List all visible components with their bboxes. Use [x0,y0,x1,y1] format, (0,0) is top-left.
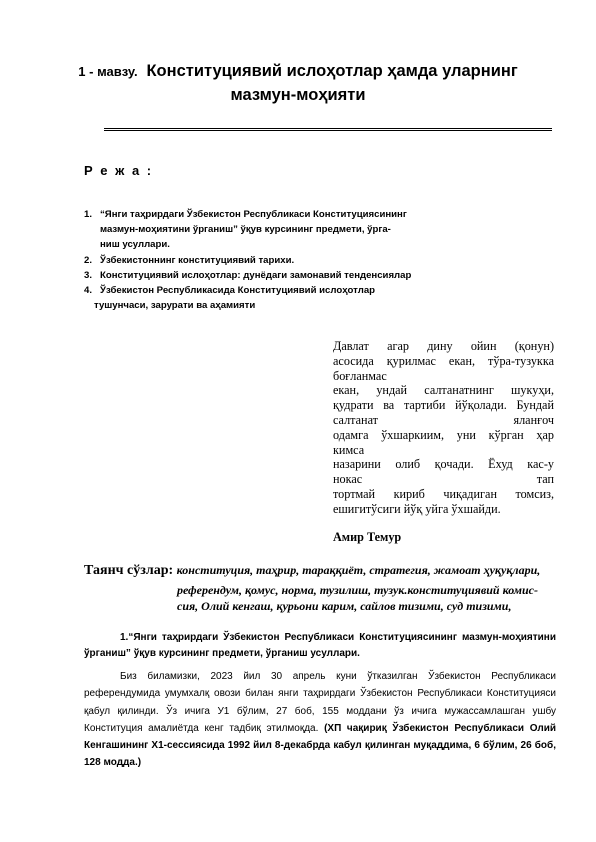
keywords-line-3: сия, Олий кенгаш, қурьони карим, сайлов тизими, суд тизими, [177,599,512,613]
body-paragraph: Биз биламизки, 2023 йил 30 апрель куни ўтказилган Ўзбекистон Республикаси референдумида умумхалқ овози билан янги таҳрирдаги Ўзбекистон Республикаси Конституцияси қабул қилинди. Ўз ичига У1 бўлим, 27 боб, 155 моддани ўз ичига мужассамлашган ушбу Конституция амалиётда кенг тадбиқ этилмоқда. (ХП чақириқ Ўзбекистон Республикаси Олий Кенгашининг Х1-сессиясида 1992 йил 8-декабрда кабул қилинган муқаддима, 6 бўлим, 26 боб, 128 модда.) [84,671,556,769]
topic-number: 1 - мавзу. [78,64,138,79]
keywords-label: Таянч сўзлар: конституция, таҳрир, тараққиёт, стратегия, жамоат ҳуқуқлари, [84,563,541,578]
plan-item-2: 2. Ўзбекистоннинг конституциявий тарихи. [84,254,295,266]
plan-item-1-cont: мазмун-моҳиятини ўрганиш” ўқув курсининг предмети, ўрга- [100,224,391,236]
title-line-2: мазмун-моҳияти [230,86,366,104]
title-line-1: Конституциявий ислоҳотлар ҳамда уларнинг [146,62,518,80]
plan-list [84,207,424,313]
keywords-line-2: референдум, қомус, норма, тузилиш, тузук.конституциявий комис- [177,583,538,597]
epigraph-quote: Давлат агар дину ойин (қонун) асосида қурилмас екан, тўра-тузукка боғланмас екан, ундай салтанатнинг шукуҳи, қудрати ва тартиби йўқолади. Бундай салтанат яланғоч одамга ўхшаркиим, уни кўрган ҳар кимса назарини олиб қочади. Ёхуд кас-у нокас тап тортмай кириб чиқадиган томсиз, ешигитўсиги йўқ уйга ўхшайди. [333,339,554,516]
keywords-line-1: конституция, таҳрир, тараққиёт, стратегия, жамоат ҳуқуқлари, [176,563,541,577]
plan-item-1: 1. “Янги таҳрирдаги Ўзбекистон Республикаси Конституциясининг [84,209,407,220]
title-divider [104,128,552,131]
plan-heading: Р е ж а : [84,163,154,178]
plan-item-4-cont: тушунчаси, зарурати ва аҳамияти [94,300,256,312]
section-heading: 1.“Янги таҳрирдаги Ўзбекистон Республикаси Конституциясининг мазмун-моҳиятини ўрганиш” ўқув курсининг предмети, ўрганиш усуллари. [84,632,556,659]
plan-item-3: 3. Конституциявий ислоҳотлар: дунёдаги замонавий тенденсиялар [84,269,412,281]
epigraph-author: Амир Темур [333,530,402,544]
plan-item-1-cont2: ниш усуллари. [100,239,170,251]
document-title [0,62,596,81]
plan-item-4: 4. Ўзбекистон Республикасида Конституциявий ислоҳотлар [84,285,376,297]
